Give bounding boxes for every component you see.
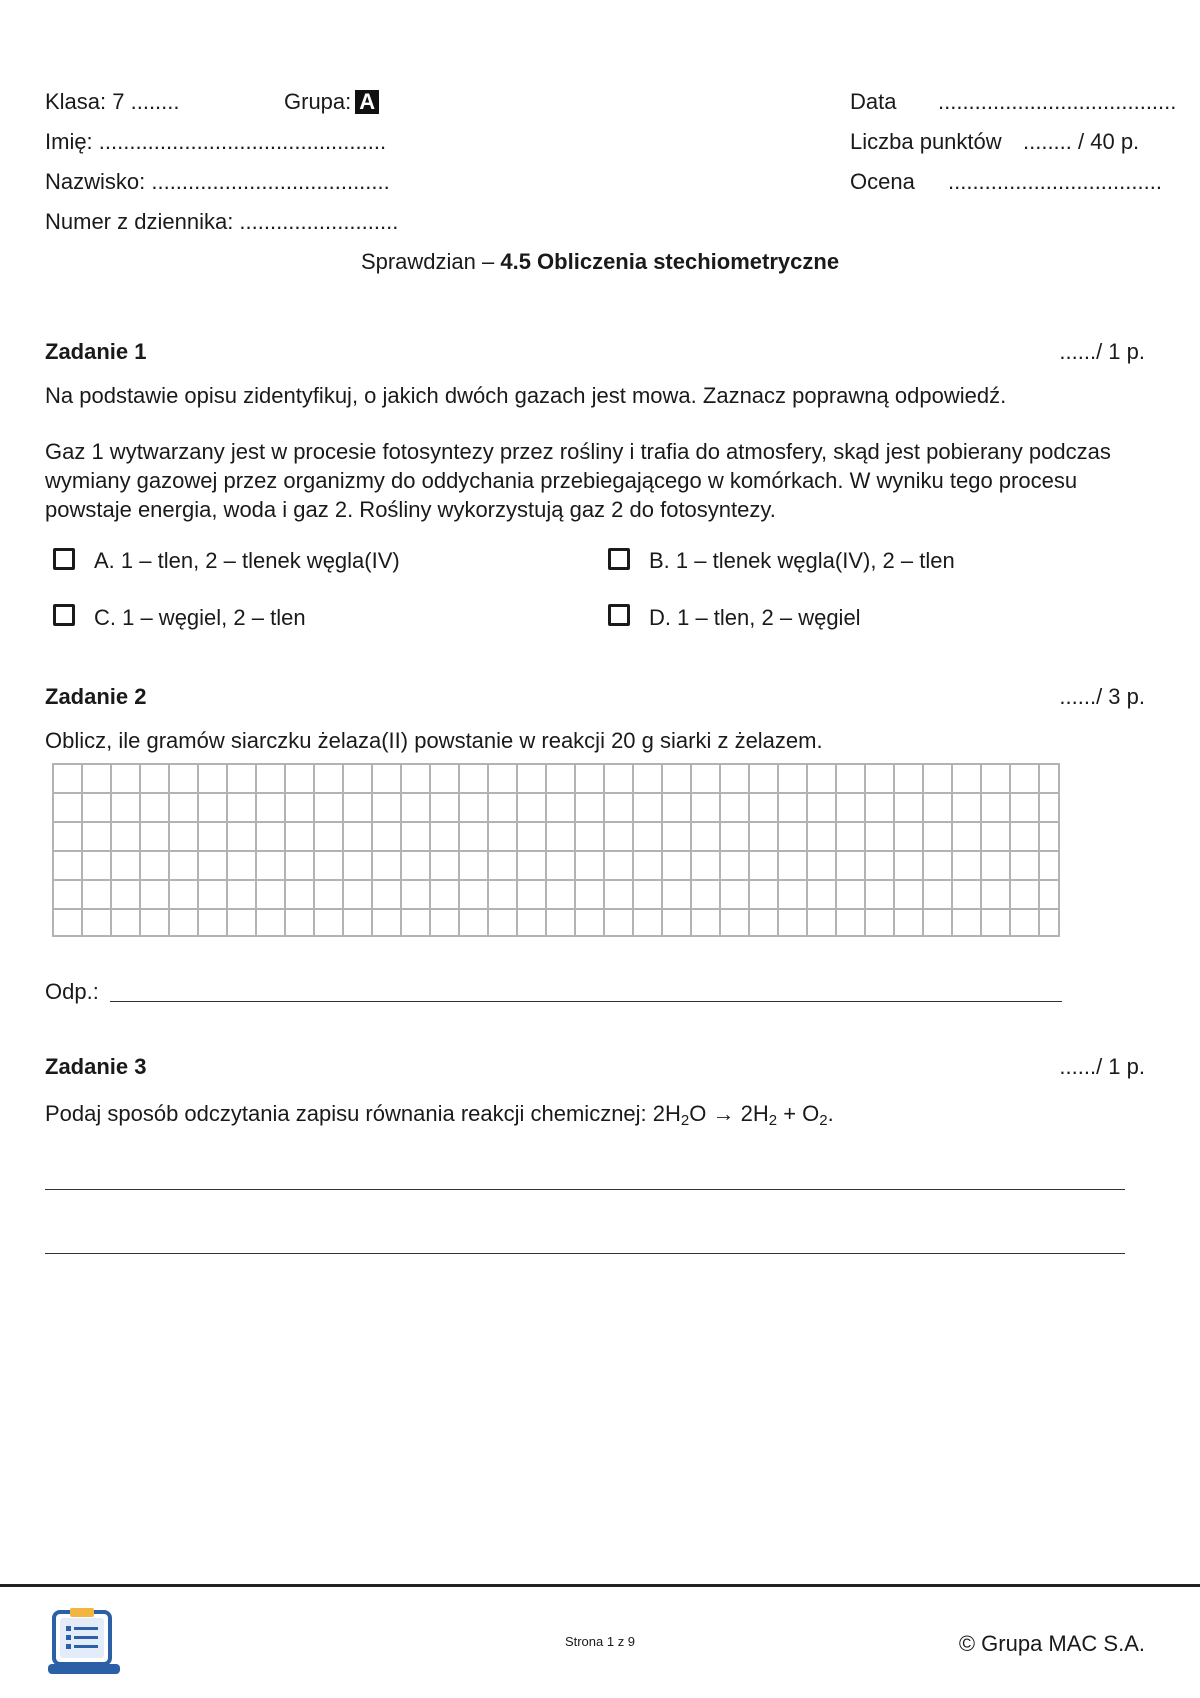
answer-line[interactable]	[110, 1001, 1062, 1002]
data-label: Data	[850, 89, 897, 114]
answer-line-2[interactable]	[45, 1253, 1125, 1254]
nazwisko-field: Nazwisko: .......................................	[45, 169, 390, 194]
title-prefix: Sprawdzian –	[360, 249, 501, 274]
option-a-label: A. 1 – tlen, 2 – tlenek węgla(IV)	[94, 548, 400, 573]
footer-divider	[0, 1584, 1200, 1587]
grupa-badge: A	[355, 90, 379, 114]
task1-heading: Zadanie 1	[45, 339, 147, 364]
chemical-equation: $2H_2O \to 2H_2 + O_2$.	[652, 1101, 834, 1129]
task2-heading: Zadanie 2	[45, 684, 147, 709]
option-c-label: C. 1 – węgiel, 2 – tlen	[94, 605, 306, 630]
option-c-checkbox[interactable]	[53, 604, 75, 626]
task3-heading: Zadanie 3	[45, 1054, 147, 1079]
option-b-label: B. 1 – tlenek węgla(IV), 2 – tlen	[649, 548, 955, 573]
data-dots: .......................................	[938, 89, 1177, 114]
numer-field: Numer z dziennika: ..........................	[45, 209, 399, 234]
page-number: Strona 1 z 9	[564, 1634, 636, 1649]
punkty-label: Liczba punktów	[850, 129, 1002, 154]
title-name: 4.5 Obliczenia stechiometryczne	[500, 249, 840, 274]
task3-points: ....../ 1 p.	[1059, 1054, 1145, 1079]
option-b-checkbox[interactable]	[608, 548, 630, 570]
calculation-grid[interactable]	[52, 763, 1060, 937]
grupa-label: Grupa:	[284, 89, 352, 114]
answer-label: Odp.:	[45, 979, 99, 1004]
option-a-checkbox[interactable]	[53, 548, 75, 570]
task2-points: ....../ 3 p.	[1059, 684, 1145, 709]
ocena-label: Ocena	[850, 169, 915, 194]
copyright: © Grupa MAC S.A.	[958, 1631, 1145, 1656]
task1-instruction: Na podstawie opisu zidentyfikuj, o jakich dwóch gazach jest mowa. Zaznacz poprawną odpowiedź.	[45, 383, 1007, 408]
klasa-field: Klasa: 7 ........	[45, 89, 180, 114]
option-d-checkbox[interactable]	[608, 604, 630, 626]
option-d-label: D. 1 – tlen, 2 – węgiel	[649, 605, 861, 630]
ocena-dots: ...................................	[948, 169, 1162, 194]
task2-instruction: Oblicz, ile gramów siarczku żelaza(II) powstanie w reakcji 20 g siarki z żelazem.	[45, 728, 823, 753]
answer-line-1[interactable]	[45, 1189, 1125, 1190]
grupa-field	[284, 88, 379, 116]
task3-text: Podaj sposób odczytania zapisu równania reakcji chemicznej:	[45, 1101, 647, 1126]
imie-field: Imię: ...............................................	[45, 129, 387, 154]
task1-description: Gaz 1 wytwarzany jest w procesie fotosyntezy przez rośliny i trafia do atmosfery, skąd jest pobierany podczas wymiany gazowej przez organizmy do oddychania przebiegającego w komórkach. W wyniku tego procesu powstaje energia, woda i gaz 2. Rośliny wykorzystują gaz 2 do fotosyntezy.	[45, 439, 1111, 522]
page-title	[0, 248, 1200, 276]
task1-points: ....../ 1 p.	[1059, 339, 1145, 364]
punkty-value: ........ / 40 p.	[1023, 129, 1140, 154]
task3-instruction	[45, 1100, 834, 1128]
